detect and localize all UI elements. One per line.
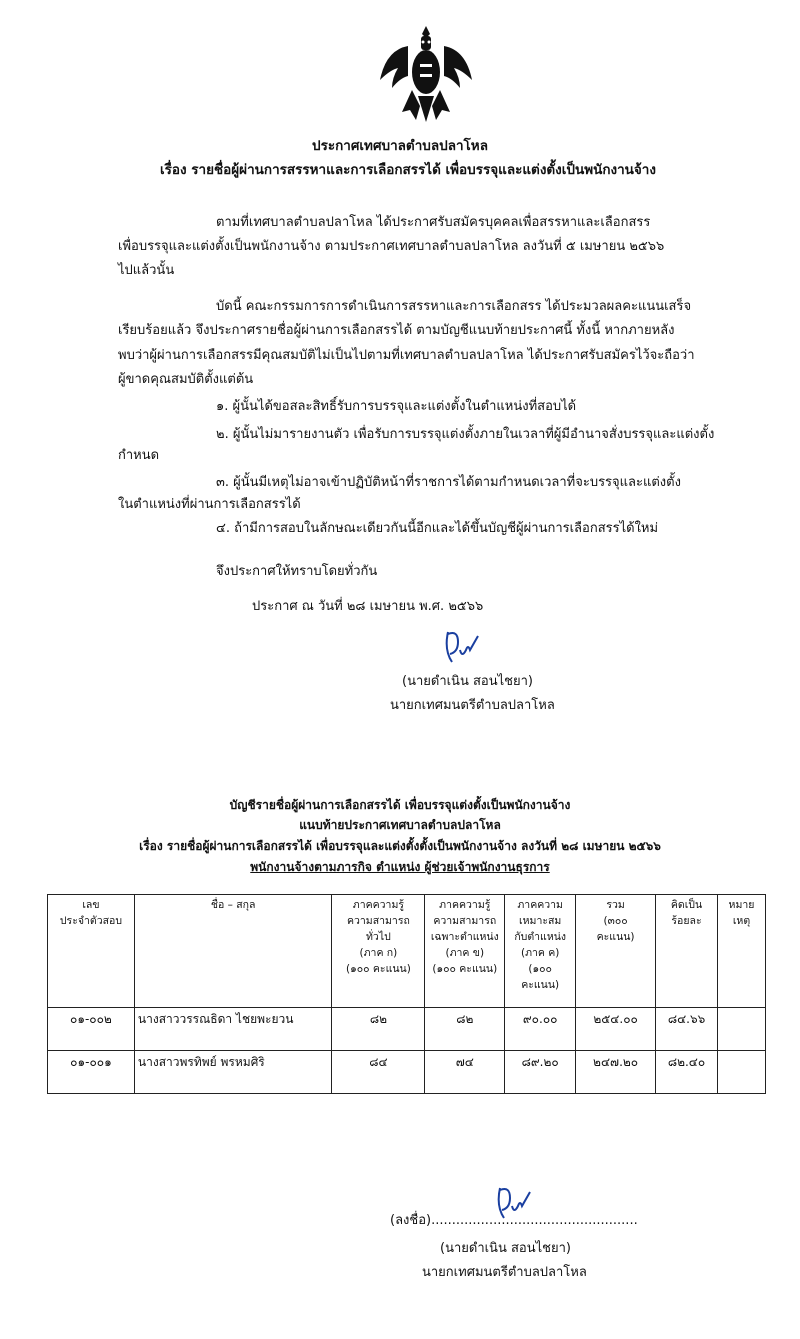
annex-signer-title: นายกเทศมนตรีตำบลปลาโหล [422,1265,587,1280]
closing-text: จึงประกาศให้ทราบโดยทั่วกัน [216,564,378,579]
cell-part-b: ๘๒ [425,1008,505,1051]
cell-part-b: ๗๔ [425,1051,505,1094]
header-percent: คิดเป็น ร้อยละ [656,895,718,1008]
cell-remark [717,1008,765,1051]
header-name: ชื่อ – สกุล [134,895,332,1008]
signature-icon [442,630,482,666]
date-line: ประกาศ ณ วันที่ ๒๘ เมษายน พ.ศ. ๒๕๖๖ [252,599,484,614]
header-part-a: ภาคความรู้ ความสามารถ ทั่วไป (ภาค ก) (๑๐๐ คะแนน) [332,895,425,1008]
cell-part-a: ๘๒ [332,1008,425,1051]
condition-1: ๑. ผู้นั้นได้ขอสละสิทธิ์รับการบรรจุและแต่งตั้งในตำแหน่งที่สอบได้ [216,399,577,414]
cell-total: ๒๕๔.๐๐ [576,1008,656,1051]
cell-part-a: ๘๔ [332,1051,425,1094]
cell-part-c: ๙๐.๐๐ [505,1008,576,1051]
para1-line2: เพื่อบรรจุและแต่งตั้งเป็นพนักงานจ้าง ตามประกาศเทศบาลตำบลปลาโหล ลงวันที่ ๕ เมษายน ๒๕๖๖ [118,239,665,254]
header-part-b: ภาคความรู้ ความสามารถ เฉพาะตำแหน่ง (ภาค ข) (๑๐๐ คะแนน) [425,895,505,1008]
table-header-row [48,895,766,1008]
annex-signer-name: (นายดำเนิน สอนไชยา) [440,1241,571,1256]
table-row [48,1008,766,1051]
condition-3: ๓. ผู้นั้นมีเหตุไม่อาจเข้าปฏิบัติหน้าที่ราชการได้ตามกำหนดเวลาที่จะบรรจุและแต่งตั้ง [216,475,681,490]
para1-line3: ไปแล้วนั้น [118,263,175,278]
cell-part-c: ๘๙.๒๐ [505,1051,576,1094]
annex-subject: เรื่อง รายชื่อผู้ผ่านการเลือกสรรได้ เพื่อบรรจุและแต่งตั้งตั้งเป็นพนักงานจ้าง ลงวันที่ ๒๘ เมษายน ๒๕๖๖ [139,839,661,853]
cell-name: นางสาวพรทิพย์ พรหมศิริ [134,1051,332,1094]
para2-line1: บัดนี้ คณะกรรมการการดำเนินการสรรหาและการเลือกสรร ได้ประมวลผลคะแนนเสร็จ [216,299,692,314]
condition-4: ๔. ถ้ามีการสอบในลักษณะเดียวกันนี้อีกและได้ขึ้นบัญชีผู้ผ่านการเลือกสรรได้ใหม่ [216,521,659,536]
header-total: รวม (๓๐๐ คะแนน) [576,895,656,1008]
signer-name: (นายดำเนิน สอนไชยา) [402,674,533,689]
announcement-subject: เรื่อง รายชื่อผู้ผ่านการสรรหาและการเลือกสรรได้ เพื่อบรรจุและแต่งตั้งเป็นพนักงานจ้าง [160,162,656,178]
header-exam-id: เลข ประจำตัวสอบ [48,895,135,1008]
cell-exam-id: ๐๑-๐๐๑ [48,1051,135,1094]
table-row [48,1051,766,1094]
condition-2: ๒. ผู้นั้นไม่มารายงานตัว เพื่อรับการบรรจุแต่งตั้งภายในเวลาที่ผู้มีอำนาจสั่งบรรจุและแต่งตั้ง [216,427,715,442]
cell-exam-id: ๐๑-๐๐๒ [48,1008,135,1051]
header-remark: หมาย เหตุ [717,895,765,1008]
annex-subtitle: แนบท้ายประกาศเทศบาลตำบลปลาโหล [299,818,501,832]
annex-title: บัญชีรายชื่อผู้ผ่านการเลือกสรรได้ เพื่อบรรจุแต่งตั้งเป็นพนักงานจ้าง [229,798,571,812]
results-table [47,894,766,1094]
cell-name: นางสาววรรณธิดา ไชยพะยวน [134,1008,332,1051]
annex-sign-label: (ลงชื่อ).................................................. [390,1213,638,1228]
para2-line3: พบว่าผู้ผ่านการเลือกสรรมีคุณสมบัติไม่เป็นไปตามที่เทศบาลตำบลปลาโหล ได้ประกาศรับสมัครไว้จะถือว่า [118,348,695,363]
condition-2-cont: กำหนด [118,448,160,463]
header-part-c: ภาคความ เหมาะสม กับตำแหน่ง (ภาค ค) (๑๐๐ คะแนน) [505,895,576,1008]
para2-line2: เรียบร้อยแล้ว จึงประกาศรายชื่อผู้ผ่านการเลือกสรรได้ ตามบัญชีแนบท้ายประกาศนี้ ทั้งนี้ หากภายหลัง [118,323,675,338]
garuda-emblem-icon [378,24,474,124]
para1-line1: ตามที่เทศบาลตำบลปลาโหล ได้ประกาศรับสมัครบุคคลเพื่อสรรหาและเลือกสรร [216,215,651,230]
annex-position: พนักงานจ้างตามภารกิจ ตำแหน่ง ผู้ช่วยเจ้าพนักงานธุรการ [250,860,550,874]
signer-title: นายกเทศมนตรีตำบลปลาโหล [390,698,555,713]
para2-line4: ผู้ขาดคุณสมบัติตั้งแต่ต้น [118,372,254,387]
condition-3-cont: ในตำแหน่งที่ผ่านการเลือกสรรได้ [118,497,301,512]
cell-percent: ๘๔.๖๖ [656,1008,718,1051]
cell-remark [717,1051,765,1094]
cell-percent: ๘๒.๔๐ [656,1051,718,1094]
announcement-org-title: ประกาศเทศบาลตำบลปลาโหล [312,138,488,154]
cell-total: ๒๔๗.๒๐ [576,1051,656,1094]
